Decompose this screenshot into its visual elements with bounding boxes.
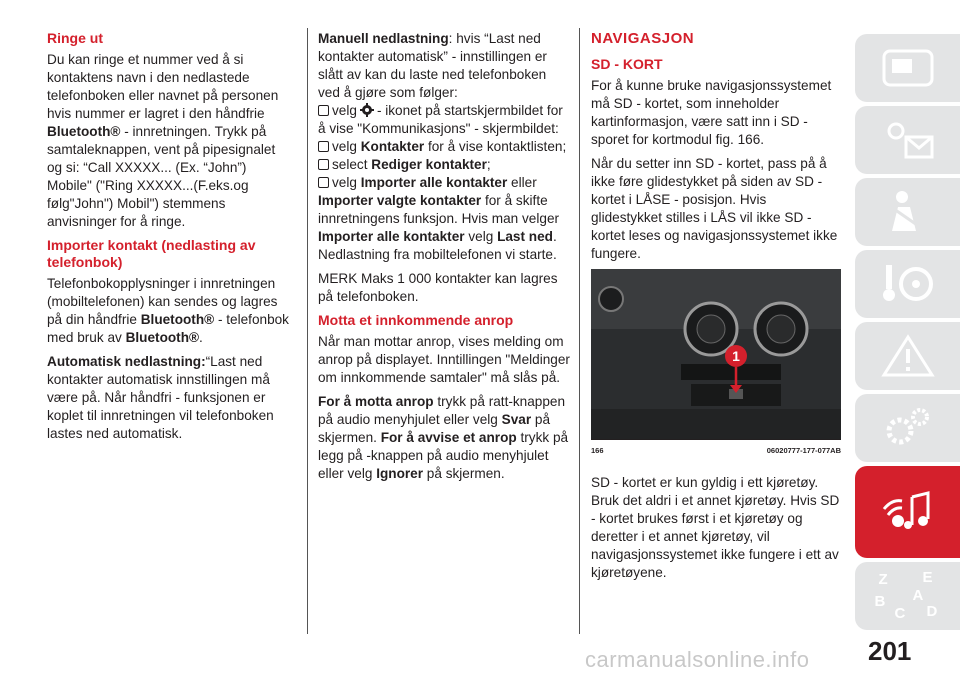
checkbox-icon [318, 141, 329, 152]
checkbox-icon [318, 159, 329, 170]
paragraph-telefonbok: Telefonbokopplysninger i innretningen (mobiltelefonen) kan sendes og lagres på din håndfrie Bluetooth® - telefonbok med bruk av Bluetooth®. [47, 276, 289, 345]
tab-car-dashboard[interactable] [855, 34, 960, 102]
breakdown-warning-icon [878, 331, 938, 381]
seatbelt-person-icon [878, 187, 938, 237]
warning-lights-icon [878, 115, 938, 165]
figure-number: 166 [591, 446, 604, 455]
paragraph-sd-3: SD - kortet er kun gyldig i ett kjøretøy. Bruk det aldri i et annet kjøretøy. Hvis SD - kortet brukes først i et kjøretøy og deretter i et annet kjøretøy, vil navigasjonssystemet ikke fungere i ett av kjøretøyene. [591, 475, 840, 580]
tab-key-steering[interactable] [855, 250, 960, 318]
tab-gears[interactable] [855, 394, 960, 462]
key-steering-icon [878, 259, 938, 309]
figure-caption [591, 439, 841, 460]
paragraph-ringe: Du kan ringe et nummer ved å si kontaktens navn i den nedlastede telefonboken eller navnet på personen hvis nummer er lagret i den håndfrie Bluetooth® - innretningen. Trykk på samtaleknappen, vent på pipesignalet og si: “Call XXXXX... (Ex. “John”) Mobile" ("Ring XXXXX...(F.eks.og følg"John") Mobil") stemmens anvisninger for å ringe. [47, 52, 279, 229]
tab-warning-lights[interactable] [855, 106, 960, 174]
column-divider-2 [579, 28, 580, 634]
figure-photo [591, 269, 841, 439]
tab-index[interactable] [855, 562, 960, 630]
checkbox-icon [318, 105, 329, 116]
settings-gear-icon [359, 103, 375, 117]
paragraph-sd-2: Når du setter inn SD - kortet, pass på å ikke føre glidestykket på siden av SD - kortet i LÅSE - posisjon. Hvis glidestykket stilles i LÅS vil ikke SD - kortet leses og navigasjonssystemet ikke fungere. [591, 156, 838, 261]
heading-sd-kort: SD - KORT [591, 56, 663, 72]
paragraph-svar: For å motta anrop trykk på ratt-knappen på audio menyhjulet eller velg Svar på skjermen. For å avvise et anrop trykk på legg på -knappen på audio menyhjulet eller velg Ignorer på skjermen. [318, 394, 569, 481]
heading-importer-kontakt: Importer kontakt (nedlasting av telefonbok) [47, 237, 256, 270]
paragraph-manuell: Manuell nedlastning: hvis “Last ned kontakter automatisk” - innstillingen er slått av kan du laste ned telefonboken ved å gjøre som følger: velg - ikonet på startskjermbildet for å vise "Kommunikasjons" - skjermbildet: velg Kontakter for å vise kontaktlisten; select Rediger kontakter; velg Importer alle kontakter eller Importer valgte kontakter for å skifte innretningens funksjon. Hvis man velger Importer alle kontakter velg Last ned. Nedlastning fra mobiltelefonen vi starte. [318, 31, 567, 262]
paragraph-sd-1: For å kunne bruke navigasjonssystemet må SD - kortet, som inneholder kartinformasjon, være satt inn i SD - sporet for kortmodul fig. 166. [591, 78, 832, 147]
checkbox-icon [318, 177, 329, 188]
watermark: carmanualsonline.info [585, 647, 810, 672]
car-dashboard-icon [878, 43, 938, 93]
figure-code: 06020777-177-077AB [766, 446, 841, 455]
index-letters-icon: Z E A B C D [874, 569, 938, 622]
tab-breakdown-warning[interactable] [855, 322, 960, 390]
column-divider-1 [307, 28, 308, 634]
page-number: 201 [868, 636, 912, 666]
heading-motta-anrop: Motta et innkommende anrop [318, 312, 514, 328]
column-1 [47, 30, 292, 449]
tab-multimedia[interactable] [855, 466, 960, 558]
heading-ringe-ut: Ringe ut [47, 30, 103, 46]
tab-seatbelt-person[interactable] [855, 178, 960, 246]
heading-navigasjon: NAVIGASJON [591, 30, 695, 47]
column-3 [591, 30, 841, 588]
callout-number: 1 [732, 348, 740, 364]
paragraph-automatisk: Automatisk nedlastning:“Last ned kontakter automatisk innstillingen må være på. Når håndfri - funksjonen er koplet til innretningen vil telefonboken lastes ned automatisk. [47, 354, 274, 441]
column-2 [318, 30, 570, 489]
gears-icon [878, 403, 938, 453]
paragraph-melding: Når man mottar anrop, vises melding om anrop på displayet. Inntillingen "Meldinger om innkommende samtaler" må slås på. [318, 334, 570, 385]
console-photo-image [591, 269, 841, 439]
multimedia-icon [878, 487, 938, 537]
paragraph-merk: MERK Maks 1 000 kontakter kan lagres på telefonboken. [318, 271, 558, 304]
